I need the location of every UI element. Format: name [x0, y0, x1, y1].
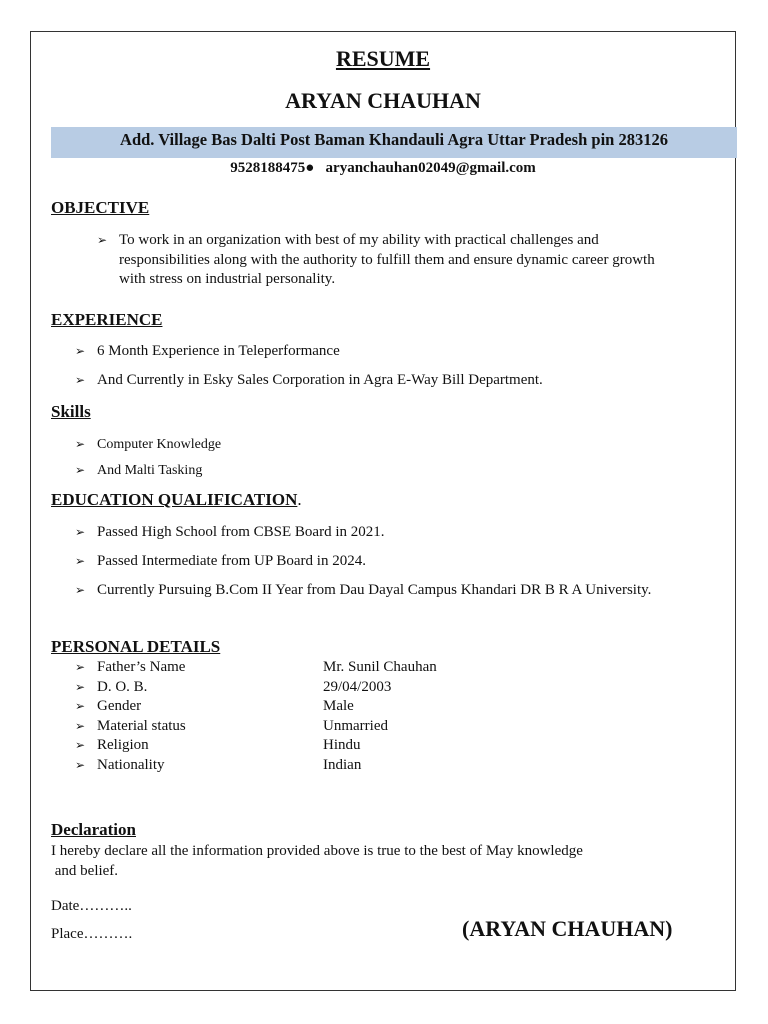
skill-text: And Malti Tasking	[97, 463, 203, 478]
experience-item	[75, 371, 543, 391]
personal-details-heading: PERSONAL DETAILS	[51, 637, 221, 656]
education-text: Passed Intermediate from UP Board in 2024.	[97, 553, 366, 569]
resume-page	[30, 31, 736, 991]
detail-value: 29/04/2003	[323, 678, 392, 695]
arrow-bullet-icon: ➢	[75, 738, 86, 752]
detail-value: Mr. Sunil Chauhan	[323, 659, 437, 675]
personal-detail-row	[75, 697, 437, 717]
detail-value: Hindu	[323, 737, 361, 753]
phone-number: 9528188475	[230, 160, 306, 176]
education-heading-suffix: .	[297, 490, 302, 509]
declaration-text	[51, 842, 721, 881]
email-address: aryanchauhan02049@gmail.com	[325, 160, 536, 176]
detail-label: Religion	[97, 737, 149, 753]
education-heading-text: EDUCATION QUALIFICATION	[51, 490, 298, 509]
objective-line: with stress on industrial personality.	[119, 271, 336, 287]
personal-detail-row	[75, 678, 437, 698]
detail-label: D. O. B.	[97, 678, 148, 695]
declaration-line: I hereby declare all the information provided above is true to the best of May knowledge	[51, 843, 583, 859]
experience-heading: EXPERIENCE	[51, 310, 163, 329]
arrow-bullet-icon: ➢	[75, 660, 86, 674]
detail-label: Material status	[97, 717, 186, 734]
education-item	[75, 552, 366, 572]
signature-name: (ARYAN CHAUHAN)	[462, 916, 673, 941]
skills-heading: Skills	[51, 402, 91, 421]
education-item	[75, 523, 385, 543]
date-field: Date………..	[51, 898, 132, 914]
arrow-bullet-icon: ➢	[75, 437, 86, 451]
arrow-bullet-icon: ➢	[75, 525, 86, 539]
experience-item	[75, 342, 340, 362]
arrow-bullet-icon: ➢	[75, 463, 86, 477]
arrow-bullet-icon: ➢	[75, 699, 86, 713]
arrow-bullet-icon: ➢	[75, 679, 86, 694]
detail-value: Male	[323, 698, 354, 714]
detail-value: Unmarried	[323, 717, 388, 734]
education-text: Currently Pursuing B.Com II Year from Dau Dayal Campus Khandari DR B R A University.	[97, 582, 652, 598]
skill-item	[75, 435, 221, 455]
detail-label: Nationality	[97, 756, 165, 773]
personal-detail-row	[75, 756, 437, 776]
personal-detail-row	[75, 658, 437, 678]
contact-line	[31, 160, 735, 177]
education-heading	[51, 490, 302, 510]
declaration-heading: Declaration	[51, 820, 136, 839]
education-text: Passed High School from CBSE Board in 2021.	[97, 524, 385, 540]
detail-value: Indian	[323, 756, 362, 773]
objective-line: responsibilities along with the authority to fulfill them and ensure dynamic career growth	[119, 251, 655, 268]
detail-label: Gender	[97, 698, 142, 714]
education-item	[75, 581, 651, 601]
arrow-bullet-icon: ➢	[75, 554, 86, 568]
candidate-name: ARYAN CHAUHAN	[285, 88, 481, 113]
skill-text: Computer Knowledge	[97, 437, 222, 452]
arrow-bullet-icon: ➢	[75, 373, 86, 387]
arrow-bullet-icon: ➢	[75, 583, 86, 597]
personal-detail-row	[75, 717, 437, 737]
arrow-bullet-icon: ➢	[75, 718, 86, 733]
personal-detail-row	[75, 736, 437, 756]
skill-item	[75, 461, 202, 481]
resume-title: RESUME	[335, 46, 431, 71]
detail-label: Father’s Name	[97, 659, 186, 675]
address-line: Add. Village Bas Dalti Post Baman Khandauli Agra Uttar Pradesh pin 283126	[120, 130, 668, 149]
contact-separator: ●	[305, 160, 315, 176]
objective-item	[97, 231, 727, 290]
objective-heading: OBJECTIVE	[51, 198, 150, 217]
personal-details-list	[75, 658, 437, 775]
experience-text: And Currently in Esky Sales Corporation in Agra E-Way Bill Department.	[97, 372, 543, 388]
arrow-bullet-icon: ➢	[75, 344, 86, 358]
objective-line: To work in an organization with best of my ability with practical challenges and	[119, 232, 599, 248]
arrow-bullet-icon: ➢	[97, 233, 108, 247]
experience-text: 6 Month Experience in Teleperformance	[97, 343, 340, 359]
place-field: Place……….	[51, 926, 133, 942]
declaration-line: and belief.	[51, 862, 119, 879]
arrow-bullet-icon: ➢	[75, 757, 86, 772]
